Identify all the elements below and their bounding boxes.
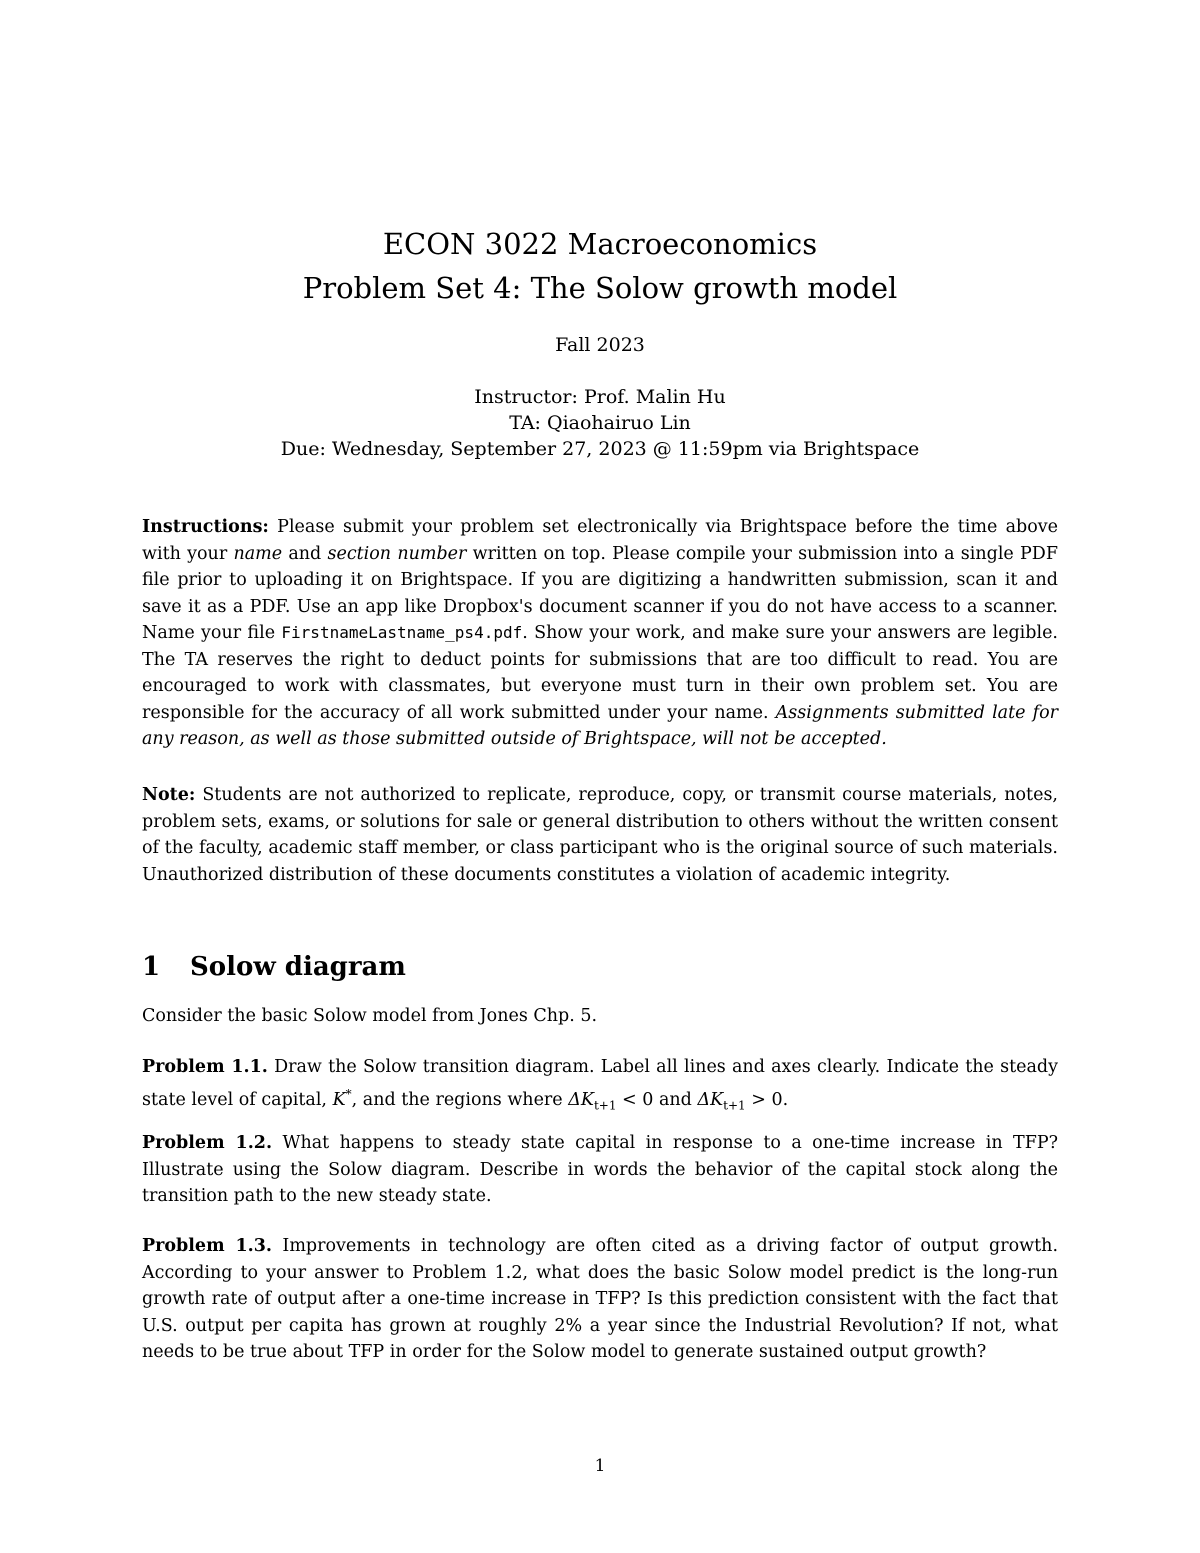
term: Fall 2023	[555, 334, 645, 356]
section-heading	[142, 952, 406, 982]
star-superscript: *	[345, 1086, 352, 1101]
note-label: Note:	[142, 785, 196, 805]
problem-1-1-text-b: , and the regions where	[351, 1089, 569, 1110]
title-block	[0, 222, 1200, 462]
section-title: Solow diagram	[190, 952, 406, 982]
problem-set-title: Problem Set 4: The Solow growth model	[302, 271, 898, 305]
due-date: Due: Wednesday, September 27, 2023 @ 11:59pm via Brightspace	[280, 438, 920, 460]
name-emphasis: name	[233, 543, 283, 564]
delta-k-symbol-2: ΔK	[697, 1089, 724, 1110]
delta-k-symbol-1: ΔK	[568, 1089, 594, 1110]
instructions-text-4: . Show your work, and make sure your answers are legible. The TA reserves the right to deduct points for submissions that are too difficult to read. You are encouraged to work with classmates, but everyone must turn in their own problem set. You are responsible for the accuracy of all work submitted under your name.	[142, 623, 1058, 723]
filename: FirstnameLastname_ps4.pdf	[281, 623, 523, 642]
section-intro: Consider the basic Solow model from Jones Chp. 5.	[142, 1006, 598, 1026]
problem-1-2-text: What happens to steady state capital in response to a one-time increase in TFP? Illustrate using the Solow diagram. Describe in words the behavior of the capital stock along the transition path to the new steady state.	[142, 1133, 1059, 1206]
section-number: 1	[142, 952, 161, 982]
problem-1-1-text-a: Draw the Solow transition diagram. Label all lines and axes clearly. Indicate the steady state level of capital,	[142, 1057, 1059, 1110]
subscript-2: t+1	[723, 1097, 746, 1112]
course-title: ECON 3022 Macroeconomics	[382, 227, 818, 261]
k-star-symbol: K	[332, 1089, 346, 1110]
problem-1-2-label: Problem 1.2.	[142, 1133, 273, 1153]
and-text: and	[653, 1089, 698, 1110]
instructor: Instructor: Prof. Malin Hu	[474, 386, 726, 408]
instructions-text-3: written on top. Please compile your submission into a single PDF file prior to uploading it on Brightspace. If you are digitizing a handwritten submission, scan it and save it as a PDF. Use an app like Dropbox's document scanner if you do not have access to a scanner. Name your file	[142, 543, 1058, 643]
problem-1-3-label: Problem 1.3.	[142, 1236, 273, 1256]
section-number-emphasis: section number	[327, 543, 467, 564]
note-paragraph	[142, 782, 1058, 888]
problem-1-1-label: Problem 1.1.	[142, 1057, 268, 1077]
teaching-assistant: TA: Qiaohairuo Lin	[509, 412, 691, 434]
instructions-paragraph	[142, 514, 1058, 753]
note-text: Students are not authorized to replicate, reproduce, copy, or transmit course materials, notes, problem sets, exams, or solutions for sale or general distribution to others without the written consent of the faculty, academic staff member, or class participant who is the original source of such materials. Unauthorized distribution of these documents constitutes a violation of academic integrity.	[142, 785, 1058, 885]
instructions-label: Instructions:	[142, 517, 269, 537]
period: .	[782, 1089, 789, 1110]
page-number: 1	[594, 1456, 606, 1476]
problem-1-2	[142, 1130, 1058, 1210]
problem-1-3-text: Improvements in technology are often cited as a driving factor of output growth. According to your answer to Problem 1.2, what does the basic Solow model predict is the long-run growth rate of output after a one-time increase in TFP? Is this prediction consistent with the fact that U.S. output per capita has grown at roughly 2% a year since the Industrial Revolution? If not, what needs to be true about TFP in order for the Solow model to generate sustained output growth?	[142, 1236, 1059, 1362]
problem-1-3	[142, 1233, 1058, 1366]
subscript-1: t+1	[593, 1097, 617, 1112]
relation-1: < 0	[616, 1089, 654, 1110]
instructions-text-2: and	[282, 543, 328, 564]
relation-2: > 0	[745, 1089, 783, 1110]
problem-1-1	[142, 1054, 1058, 1118]
instructions-text-1: Please submit your problem set electronically via Brightspace before the time above with your	[142, 517, 1058, 564]
late-policy: Assignments submitted late for any reason, as well as those submitted outside of Brightspace, will not be accepted.	[142, 702, 1058, 749]
staff-info	[0, 384, 1200, 462]
